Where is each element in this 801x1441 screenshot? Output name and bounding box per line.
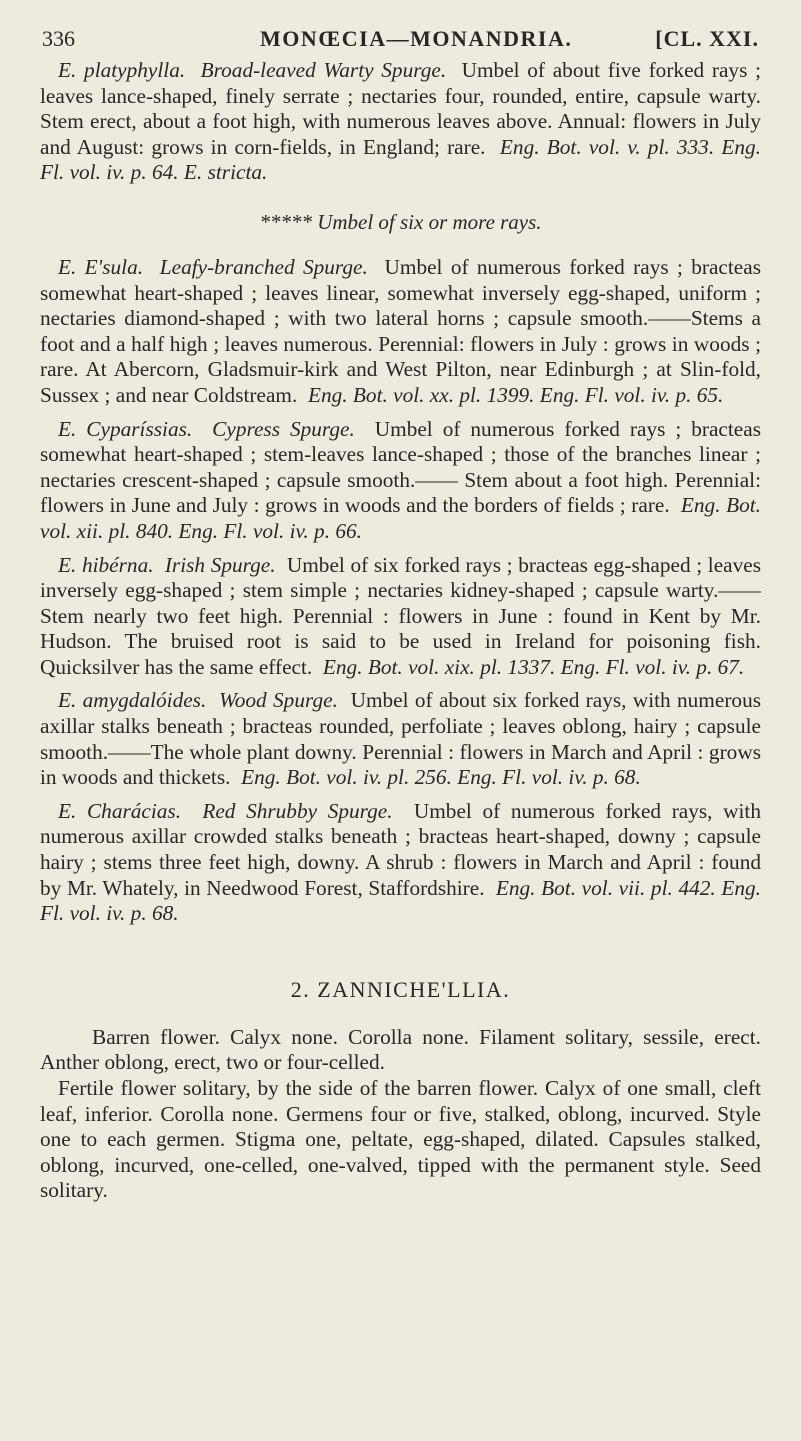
species-description: Umbel of six forked rays ; bracteas egg-shaped ; leaves inversely egg-shaped ; stem simple ; nectaries kidney-shaped ; capsule warty.——Stem nearly two feet high. Perennial : flowers in June : found in Kent by Mr. Hudson. The bruised root is said to be used in Ireland for poisoning fish. Quicksilver has the same effect.	[40, 552, 761, 679]
references: Eng. Bot. vol. xii. pl. 840. Eng. Fl. vol. iv. p. 66.	[40, 493, 762, 543]
species-entry	[40, 799, 761, 927]
references: Eng. Bot. vol. iv. pl. 256. Eng. Fl. vol. iv. p. 68.	[241, 765, 641, 790]
species-abbr: E. Cyparíssias.	[58, 416, 193, 441]
genus-heading: 2. ZANNICHE'LLIA.	[290, 976, 511, 1002]
fertile-flower-description: Fertile flower solitary, by the side of the barren flower. Calyx of one small, cleft leaf, inferior. Corolla none. Germens four or five, stalked, oblong, incurved. Style one to each germen. Stigma one, peltate, egg-shaped, dilated. Capsules stalked, oblong, incurved, one-celled, one-valved, tipped with the permanent style. Seed solitary.	[40, 1076, 761, 1203]
species-entry	[40, 255, 761, 409]
common-name: Wood Spurge.	[218, 688, 338, 713]
subheading-text: ***** Umbel of six or more rays.	[259, 209, 542, 234]
class-label: [CL. XXI.	[655, 26, 759, 51]
species-abbr: E. E'sula.	[58, 254, 144, 279]
species-entry	[40, 688, 761, 790]
common-name: Red Shrubby Spurge.	[202, 798, 393, 823]
species-abbr: E. Charácias.	[58, 798, 182, 823]
running-title: MONŒCIA—MONANDRIA.	[260, 26, 573, 51]
species-description: Umbel of numerous forked rays, with numerous axillar crowded stalks beneath ; bracteas heart-shaped, downy ; capsule hairy ; stems three feet high, downy. A shrub : flowers in March and April : found by Mr. Whately, in Needwood Forest, Staffordshire.	[40, 798, 761, 900]
references: Eng. Bot. vol. vii. pl. 442. Eng. Fl. vol. iv. p. 68.	[40, 875, 761, 926]
references: Eng. Bot. vol. v. pl. 333. Eng. Fl. vol. iv. p. 64. E. stricta.	[40, 134, 761, 185]
species-description: Umbel of numerous forked rays ; bracteas somewhat heart-shaped ; stem-leaves lance-shaped ; those of the branches linear ; nectaries crescent-shaped ; capsule smooth.—— Stem about a foot high. Perennial: flowers in June and July : grows in woods and the borders of fields ; rare.	[40, 416, 761, 518]
species-abbr: E. platyphylla.	[58, 58, 186, 82]
common-name: Cypress Spurge.	[212, 416, 355, 441]
species-abbr: E. hibérna.	[58, 552, 154, 577]
common-name: Broad-leaved Warty Spurge.	[200, 58, 447, 82]
species-entry	[40, 58, 761, 186]
species-description: Umbel of numerous forked rays ; bracteas somewhat heart-shaped ; leaves linear, somewhat inversely egg-shaped, uniform ; nectaries diamond-shaped ; with two lateral horns ; capsule smooth.——Stems a foot and a half high ; leaves numerous. Perennial: flowers in July : grows in woods ; rare. At Abercorn, Gladsmuir-kirk and West Pilton, near Edinburgh ; at Slin-fold, Sussex ; and near Coldstream.	[40, 254, 761, 407]
references: Eng. Bot. vol. xix. pl. 1337. Eng. Fl. vol. iv. p. 67.	[322, 654, 745, 679]
species-entry	[40, 417, 761, 545]
common-name: Irish Spurge.	[164, 552, 276, 577]
species-entry	[40, 553, 761, 681]
barren-flower-description: Barren flower. Calyx none. Corolla none. Filament solitary, sessile, erect. Anther oblong, erect, two or four-celled.	[40, 1024, 761, 1075]
page-number: 336	[42, 26, 75, 51]
species-description: Umbel of about six forked rays, with numerous axillar stalks beneath ; bracteas rounded, perfoliate ; leaves oblong, hairy ; capsule smooth.——The whole plant downy. Perennial : flowers in March and April : grows in woods and thickets.	[40, 688, 762, 790]
species-description: Umbel of about five forked rays ; leaves lance-shaped, finely serrate ; nectaries four, rounded, entire, capsule warty. Stem erect, about a foot high, with numerous leaves above. Annual: flowers in July and August: grows in corn-fields, in England; rare.	[40, 58, 761, 159]
page-header	[40, 22, 761, 58]
species-abbr: E. amygdalóides.	[58, 688, 207, 713]
subheading	[40, 210, 761, 235]
common-name: Leafy-branched Spurge.	[159, 254, 368, 279]
references: Eng. Bot. vol. xx. pl. 1399. Eng. Fl. vol. iv. p. 65.	[307, 382, 724, 407]
